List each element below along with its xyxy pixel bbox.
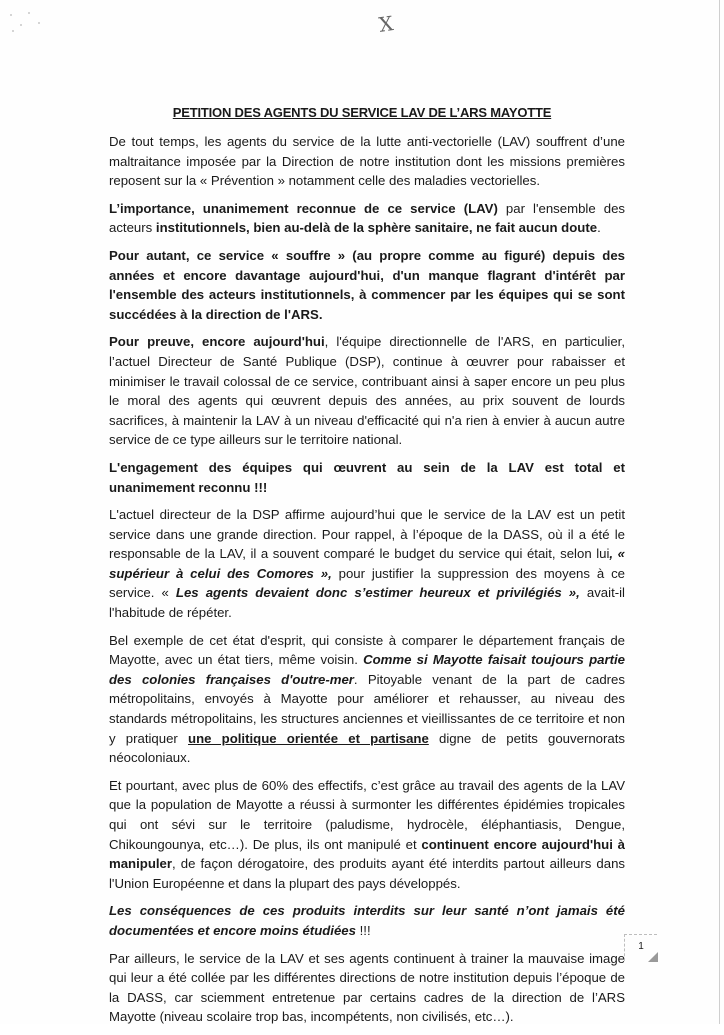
paragraph	[109, 332, 625, 450]
text-segment: , « supérieur à celui des Comores »,	[109, 546, 625, 581]
text-segment: Les agents devaient donc s’estimer heureux et privilégiés »,	[175, 585, 580, 601]
text-segment: .	[597, 220, 601, 236]
paragraph	[109, 132, 625, 191]
text-segment: par l'ensemble des acteurs	[109, 200, 625, 236]
text-segment: Les conséquences de ces produits interdits sur leur santé n’ont jamais été documentées et encore moins étudiées	[109, 903, 625, 938]
text-segment: Pour preuve, encore aujourd'hui	[109, 334, 325, 350]
page-number: 1	[624, 934, 657, 961]
text-segment: !!!	[355, 922, 371, 938]
text-segment: L'actuel directeur de la DSP affirme aujourd’hui que le service de la LAV est un petit service dans une grande direction. Pour rappel, à l’époque de la DASS, où il a été le responsable de la LAV, il a souvent comparé le budget du service qui était, selon lui	[109, 507, 625, 562]
paragraph	[109, 505, 625, 623]
text-segment: pour justifier la suppression des moyens à ce service. «	[109, 565, 625, 601]
text-segment: L’importance, unanimement reconnue de ce service (LAV)	[109, 200, 498, 216]
paragraph	[109, 246, 625, 324]
text-segment: Et pourtant, avec plus de 60% des effectifs, c’est grâce au travail des agents de la LAV que la population de Mayotte a réussi à surmonter les différentes épidémies tropicales qui ont sévi sur le territoire (paludisme, hydrocèle, éléphantiasis, Dengue, Chikoungounya, etc…). De plus, ils ont manipulé et	[109, 777, 625, 852]
paragraph	[109, 631, 625, 768]
text-segment: une politique orientée et partisane	[188, 730, 429, 746]
text-segment: L'engagement des équipes qui œuvrent au sein de la LAV est total et unanimement reconnu !!!	[109, 459, 625, 495]
paragraph	[109, 199, 625, 238]
handwritten-mark: X	[377, 11, 395, 37]
document-title: PETITION DES AGENTS DU SERVICE LAV DE L’ARS MAYOTTE	[172, 105, 552, 120]
scan-specks	[8, 10, 48, 34]
text-segment: , de façon dérogatoire, des produits ayant été interdits partout ailleurs dans l'Union Européenne et dans la plupart des pays développés.	[109, 856, 625, 891]
text-segment: digne de petits gouvernorats néocoloniaux.	[109, 730, 625, 766]
text-segment: Par ailleurs, le service de la LAV et ses agents continuent à trainer la mauvaise image qui leur a été collée par les différentes directions de notre institution depuis l’époque de la DASS, car sciemment entretenue par certains cadres de la direction de l’ARS Mayotte (niveau scolaire trop bas, incompétents, non civilisés, etc…).	[109, 950, 625, 1025]
paragraph	[109, 458, 625, 497]
text-segment: avait-il l'habitude de répéter.	[109, 585, 625, 621]
text-segment: . Pitoyable venant de la part de cadres métropolitains, envoyés à Mayotte pour améliorer et rehausser, au niveau des standards métropolitains, les structures anciennes et vieillissantes de ce territoire et non y pratiquer	[109, 671, 625, 746]
scan-edge-line	[719, 0, 720, 1024]
text-segment: Bel exemple de cet état d'esprit, qui consiste à comparer le département français de Mayotte, avec un état tiers, même voisin.	[109, 632, 625, 668]
paragraph	[109, 949, 625, 1027]
text-segment: De tout temps, les agents du service de la lutte anti-vectorielle (LAV) souffrent d’une maltraitance imposée par la Direction de notre institution dont les missions premières reposent sur la « Prévention » notamment celle des maladies vectorielles.	[109, 134, 625, 189]
text-segment: Pour autant, ce service « souffre » (au propre comme au figuré) depuis des années et encore davantage aujourd'hui, d'un manque flagrant d'intérêt par l'ensemble des acteurs institutionnels, à commencer par les équipes qui se sont succédées à la direction de l'ARS.	[109, 247, 625, 322]
document-body	[109, 132, 625, 1035]
text-segment: continuent encore aujourd'hui à manipuler	[109, 836, 625, 872]
text-segment: Comme si Mayotte faisait toujours partie des colonies françaises d'outre-mer	[109, 652, 625, 687]
text-segment: institutionnels, bien au-delà de la sphère sanitaire, ne fait aucun doute	[155, 220, 598, 236]
text-segment: , l'équipe directionnelle de l'ARS, en particulier, l’actuel Directeur de Santé Publique (DSP), continue à œuvrer pour rabaisser et minimiser le travail colossal de ce service, contribuant ainsi à saper encore un peu plus le moral des agents qui œuvrent depuis des années, au prix souvent de lourds sacrifices, à maintenir la LAV à un niveau d'efficacité qui n'a rien à envier à aucun autre service de ce type ailleurs sur le territoire national.	[109, 334, 625, 448]
paragraph	[109, 901, 625, 940]
paragraph	[109, 776, 625, 894]
